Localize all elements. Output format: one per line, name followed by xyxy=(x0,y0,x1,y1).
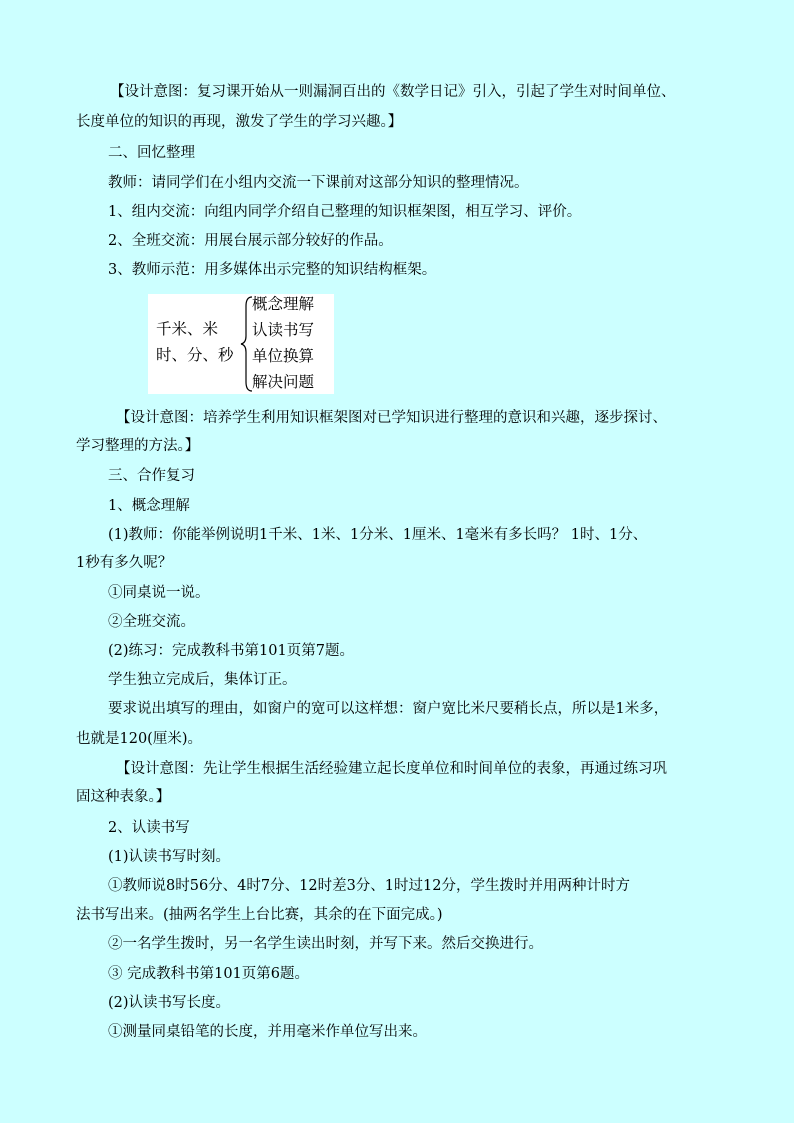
step-teacher-demo: 3、教师示范：用多媒体出示完整的知识结构框架。 xyxy=(108,262,437,278)
design-intent-2a: 【设计意图：培养学生利用知识框架图对已学知识进行整理的意识和兴趣，逐步探讨、 xyxy=(116,410,667,426)
diagram-item-conversion: 单位换算 xyxy=(252,347,315,365)
activity-teacher-times: ①教师说8时56分、4时7分、12时差3分、1时过12分，学生拨时并用两种计时方 xyxy=(108,878,630,894)
activity-pair-talk: ①同桌说一说。 xyxy=(108,585,210,601)
step-class-exchange: 2、全班交流：用展台展示部分较好的作品。 xyxy=(108,233,393,249)
activity-teacher-times-cont: 法书写出来。(抽两名学生上台比赛，其余的在下面完成。) xyxy=(76,907,443,923)
design-intent-1a: 【设计意图：复习课开始从一则漏洞百出的《数学日记》引入，引起了学生对时间单位、 xyxy=(110,84,676,100)
step-group-exchange: 1、组内交流：向组内同学介绍自己整理的知识框架图，相互学习、评价。 xyxy=(108,204,582,220)
section-heading-cooperative: 三、合作复习 xyxy=(108,468,195,484)
paragraph-reasoning: 要求说出填写的理由，如窗户的宽可以这样想：窗户宽比米尺要稍长点，所以是1米多， xyxy=(108,701,669,717)
subheading-concept: 1、概念理解 xyxy=(108,498,190,514)
activity-pair-clock: ②一名学生拨时，另一名学生读出时刻，并写下来。然后交换进行。 xyxy=(108,936,543,952)
diagram-item-problem-solving: 解决问题 xyxy=(252,373,315,391)
question-lengths: (1)教师：你能举例说明1千米、1米、1分米、1厘米、1毫米有多长吗？ 1时、1分、 xyxy=(108,527,648,543)
diagram-item-read-write: 认读书写 xyxy=(252,321,315,339)
design-intent-2b: 学习整理的方法。】 xyxy=(76,438,200,454)
diagram-item-concept: 概念理解 xyxy=(252,295,315,313)
exercise-p101-q6: ③ 完成教科书第101页第6题。 xyxy=(108,966,310,982)
section-heading-review: 二、回忆整理 xyxy=(108,145,195,161)
subheading-times: (1)认读书写时刻。 xyxy=(108,849,231,865)
paragraph-correction: 学生独立完成后，集体订正。 xyxy=(108,672,297,688)
activity-class-talk: ②全班交流。 xyxy=(108,614,195,630)
design-intent-1b: 长度单位的知识的再现，激发了学生的学习兴趣。】 xyxy=(76,114,403,130)
question-lengths-cont: 1秒有多久呢？ xyxy=(76,555,173,571)
paragraph-reasoning-cont: 也就是120(厘米)。 xyxy=(76,731,202,747)
design-intent-3b: 固这种表象。】 xyxy=(76,789,171,805)
design-intent-3a: 【设计意图：先让学生根据生活经验建立起长度单位和时间单位的表象，再通过练习巩 xyxy=(116,761,667,777)
subheading-read-write: 2、认读书写 xyxy=(108,820,190,836)
activity-measure-pencil: ①测量同桌铅笔的长度，并用毫米作单位写出来。 xyxy=(108,1024,427,1040)
diagram-length-units: 千米、米 xyxy=(156,320,219,338)
exercise-p101-q7: (2)练习：完成教科书第101页第7题。 xyxy=(108,643,354,659)
paragraph-teacher-prompt: 教师：请同学们在小组内交流一下课前对这部分知识的整理情况。 xyxy=(108,175,529,191)
knowledge-framework-diagram xyxy=(148,294,334,394)
diagram-time-units: 时、分、秒 xyxy=(156,346,234,364)
subheading-lengths: (2)认读书写长度。 xyxy=(108,995,231,1011)
